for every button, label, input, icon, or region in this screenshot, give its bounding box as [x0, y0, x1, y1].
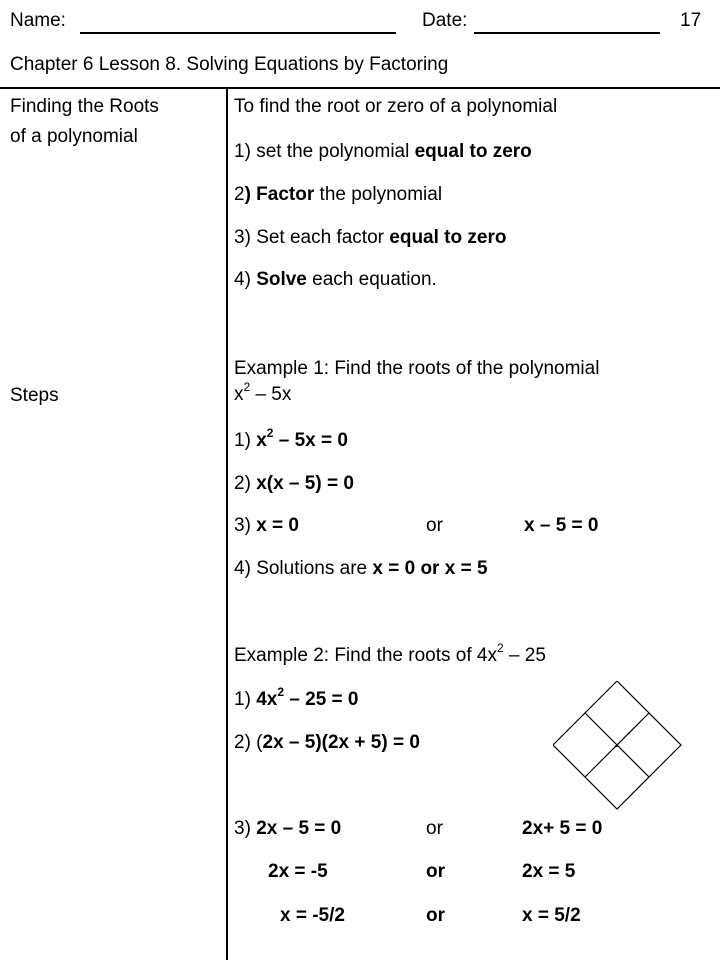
intro-line: To find the root or zero of a polynomial — [234, 96, 558, 117]
example2-step-2 — [234, 732, 420, 754]
example1-step-3-or: or — [426, 515, 443, 536]
intro-step-2 — [234, 184, 442, 206]
example2-title: Example 2: Find the roots of $4x^2 - 25$ — [234, 641, 546, 666]
example1-step-3 — [234, 515, 299, 537]
poly-rest: – 5x — [250, 384, 292, 405]
step-equation: $4x^2 - 25 = 0$ — [256, 685, 359, 710]
example2-step-5-left: x = -5/2 — [280, 905, 345, 926]
step-equation: 2x – 5)(2x + 5) = 0 — [262, 732, 420, 753]
date-label: Date: — [422, 10, 468, 31]
step-keyword: Solve — [256, 269, 307, 290]
topic-title-line2: of a polynomial — [10, 126, 138, 147]
step-text: Solutions are — [256, 558, 373, 579]
example1-polynomial — [234, 380, 292, 406]
example1-step-2 — [234, 473, 354, 495]
step-keyword: equal to zero — [389, 227, 507, 248]
step-number: 1) — [234, 689, 257, 710]
step-number: 3) — [234, 515, 257, 536]
example2-step-1 — [234, 685, 359, 711]
example2-step-4-left: 2x = -5 — [268, 861, 328, 882]
example2-step-5-right: x = 5/2 — [522, 905, 581, 926]
step-number: 1) — [234, 141, 257, 162]
example1-step-3-right: x – 5 = 0 — [524, 515, 599, 536]
intro-step-1 — [234, 141, 532, 163]
topic-title-line1: Finding the Roots — [10, 96, 159, 117]
name-label: Name: — [10, 10, 66, 31]
intro-step-4 — [234, 269, 437, 291]
step-keyword: ) Factor — [244, 184, 315, 205]
step-number: 3) — [234, 227, 257, 248]
step-equation-left: x = 0 — [256, 515, 299, 536]
example2-step-3-or: or — [426, 818, 443, 839]
example1-step-1 — [234, 426, 348, 452]
example1-title: Example 1: Find the roots of the polynomial — [234, 358, 600, 379]
step-text-tail: each equation. — [306, 269, 437, 290]
poly-exponent: 2 — [243, 380, 251, 394]
step-number: 4) — [234, 269, 257, 290]
step-number: 2 — [234, 184, 245, 205]
example1-step-4 — [234, 558, 488, 580]
table-top-border — [0, 87, 720, 89]
step-text: set the polynomial — [256, 141, 415, 162]
step-text: Set each factor — [256, 227, 390, 248]
step-equation-left: 2x – 5 = 0 — [256, 818, 342, 839]
example2-step-3 — [234, 818, 341, 840]
example2-step-4-or: or — [426, 861, 445, 882]
step-number: 3) — [234, 818, 257, 839]
example2-step-5-or: or — [426, 905, 445, 926]
poly-base: x — [234, 384, 244, 405]
step-number: 4) — [234, 558, 257, 579]
example2-step-4-right: 2x = 5 — [522, 861, 576, 882]
example2-step-3-right: 2x+ 5 = 0 — [522, 818, 603, 839]
page-number: 17 — [680, 10, 702, 31]
column-divider — [226, 88, 228, 960]
step-equation: x(x – 5) = 0 — [256, 473, 354, 494]
lesson-subtitle: Chapter 6 Lesson 8. Solving Equations by Factoring — [10, 54, 449, 75]
intro-step-3 — [234, 227, 506, 249]
steps-label: Steps — [10, 385, 59, 406]
name-blank-line — [80, 32, 396, 34]
step-number: 2) ( — [234, 732, 263, 753]
step-keyword: equal to zero — [414, 141, 532, 162]
diamond-center-mark: - — [614, 735, 620, 755]
diamond-factoring-diagram — [553, 681, 683, 811]
step-solution: x = 0 or x = 5 — [372, 558, 488, 579]
step-number: 1) — [234, 430, 257, 451]
step-number: 2) — [234, 473, 257, 494]
date-blank-line — [474, 32, 660, 34]
step-text-tail: the polynomial — [314, 184, 443, 205]
step-equation: $x^2 - 5x = 0$ — [256, 426, 348, 451]
